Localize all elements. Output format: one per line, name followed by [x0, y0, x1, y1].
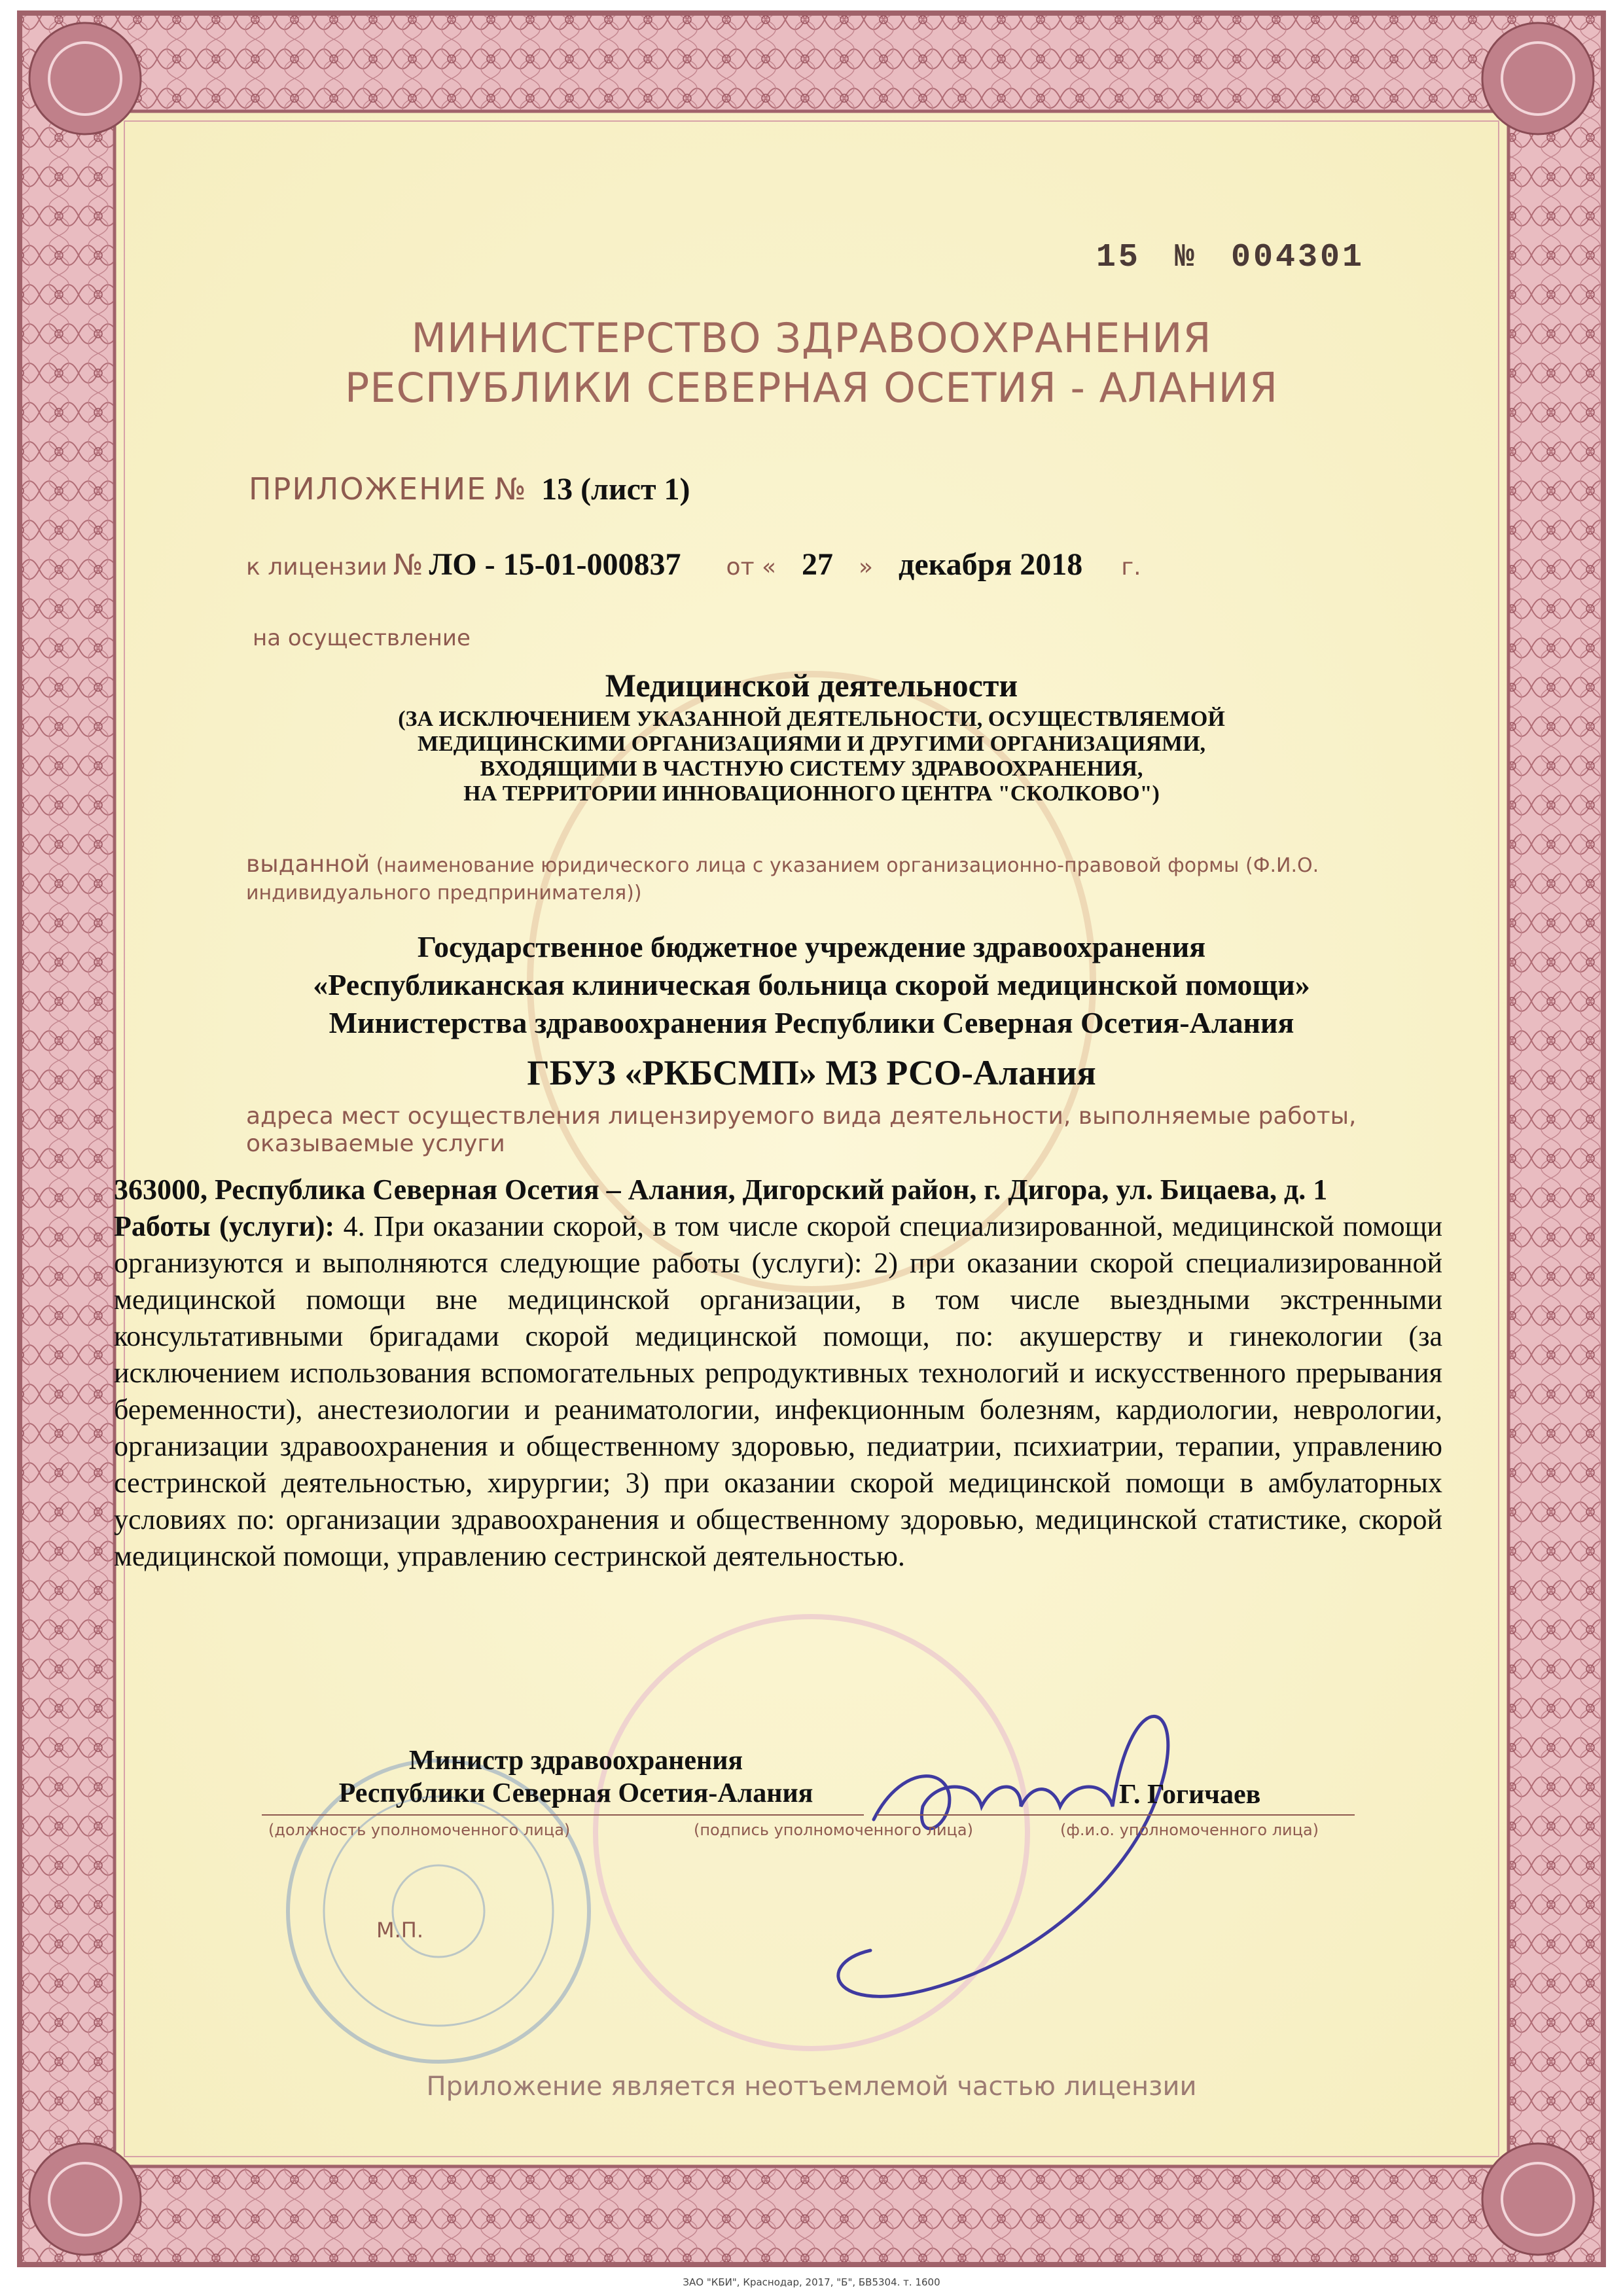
- serial-number-sign: №: [1174, 239, 1197, 276]
- address-text: 363000, Республика Северная Осетия – Алания, Дигорский район, г. Дигора, ул. Бицаева, д. 1: [114, 1174, 1328, 1206]
- addresses-caption: адреса мест осуществления лицензируемого вида деятельности, выполняемые работы, оказываемые услуги: [246, 1103, 1357, 1157]
- license-quote-close: »: [859, 554, 874, 581]
- issued-label: выданной: [246, 851, 370, 878]
- appendix-number-sign: №: [494, 471, 527, 507]
- ministry-title-line2: РЕСПУБЛИКИ СЕВЕРНАЯ ОСЕТИЯ - АЛАНИЯ: [344, 364, 1279, 412]
- activity-subtitle-line: ВХОДЯЩИМИ В ЧАСТНУЮ СИСТЕМУ ЗДРАВООХРАНЕНИЯ,: [480, 757, 1143, 781]
- caption-position: (должность уполномоченного лица): [268, 1821, 571, 1839]
- corner-rosette: [29, 2144, 141, 2255]
- organization-line: «Республиканская клиническая больница скорой медицинской помощи»: [313, 968, 1310, 1001]
- serial-number-value: 004301: [1230, 239, 1364, 276]
- organization-line: Министерства здравоохранения Республики Северная Осетия-Алания: [329, 1006, 1294, 1039]
- seal-place-label: М.П.: [376, 1918, 424, 1943]
- license-from-label: от «: [726, 554, 777, 581]
- appendix-line: [249, 471, 690, 507]
- license-year-suffix: г.: [1121, 554, 1141, 581]
- license-month-year: декабря 2018: [899, 547, 1083, 582]
- serial-number: [1096, 239, 1364, 276]
- works-paragraph: [114, 1208, 1442, 1575]
- caption-signature: (подпись уполномоченного лица): [694, 1821, 973, 1839]
- issued-note: (наименование юридического лица с указанием организационно-правовой формы (Ф.И.О. индивидуального предпринимателя)): [246, 854, 1319, 905]
- signature-underline: [1067, 1814, 1355, 1816]
- signatory-position: [288, 1744, 864, 1810]
- organization-name: [262, 928, 1361, 1042]
- license-number: ЛО - 15-01-000837: [429, 547, 681, 582]
- footer-note: Приложение является неотъемлемой частью лицензии: [426, 2072, 1197, 2102]
- signatory-position-line: Республики Северная Осетия-Алания: [338, 1778, 813, 1808]
- works-text: 4. При оказании скорой, в том числе скорой специализированной, медицинской помощи организуются и выполняются следующие работы (услуги): 2) при оказании скорой специализированной медицинской помощи вне медицинской организации, в том числе выездными экстренными консультативными бригадами скорой медицинской помощи, по: акушерству и гинекологии (за исключением использования вспомогательных репродуктивных технологий и искусственного прерывания беременности), анестезиологии и реаниматологии, инфекционным болезням, кардиологии, неврологии, организации здравоохранения и общественному здоровью, педиатрии, психиатрии, терапии, управлению сестринской деятельностью, хирургии; 3) при оказании скорой медицинской помощи в амбулаторных условиях по: организации здравоохранения и общественному здоровью, медицинской статистике, скорой медицинской помощи, управлению сестринской деятельностью.: [114, 1210, 1442, 1572]
- organization-short-name: ГБУЗ «РКБСМП» МЗ РСО-Алания: [527, 1053, 1096, 1092]
- printer-imprint: ЗАО "КБИ", Краснодар, 2017, "Б", БВ5304. т. 1600: [683, 2276, 940, 2288]
- appendix-label: ПРИЛОЖЕНИЕ: [249, 471, 488, 507]
- corner-rosette: [1482, 23, 1594, 134]
- works-label: Работы (услуги):: [114, 1210, 335, 1242]
- corner-rosette: [1482, 2144, 1594, 2255]
- signature-underline: [262, 1814, 864, 1816]
- serial-series: 15: [1096, 239, 1141, 276]
- addresses-and-works: [114, 1172, 1442, 1575]
- activity-subtitle-line: НА ТЕРРИТОРИИ ИННОВАЦИОННОГО ЦЕНТРА "СКОЛКОВО"): [463, 781, 1160, 806]
- signature-underline: [877, 1814, 1067, 1816]
- ministry-title-line1: МИНИСТЕРСТВО ЗДРАВООХРАНЕНИЯ: [411, 314, 1212, 362]
- signatory-name: Г. Гогичаев: [1119, 1780, 1261, 1810]
- activity-title: Медицинской деятельности: [605, 667, 1018, 704]
- license-label: к лицензии: [246, 554, 387, 581]
- issued-to-caption: [246, 851, 1365, 907]
- activity-subtitle: [262, 707, 1361, 806]
- license-reference-line: [246, 547, 1372, 583]
- activity-subtitle-line: (ЗА ИСКЛЮЧЕНИЕМ УКАЗАННОЙ ДЕЯТЕЛЬНОСТИ, ОСУЩЕСТВЛЯЕМОЙ: [398, 707, 1225, 731]
- license-number-sign: №: [393, 548, 423, 582]
- activity-subtitle-line: МЕДИЦИНСКИМИ ОРГАНИЗАЦИЯМИ И ДРУГИМИ ОРГАНИЗАЦИЯМИ,: [417, 732, 1206, 756]
- appendix-value: 13 (лист 1): [541, 472, 690, 507]
- activity-label: на осуществление: [253, 625, 471, 651]
- signatory-position-line: Министр здравоохранения: [408, 1746, 743, 1776]
- corner-rosette: [29, 23, 141, 134]
- caption-name: (ф.и.о. уполномоченного лица): [1060, 1821, 1319, 1839]
- license-day: 27: [802, 547, 834, 582]
- organization-line: Государственное бюджетное учреждение здравоохранения: [417, 930, 1206, 963]
